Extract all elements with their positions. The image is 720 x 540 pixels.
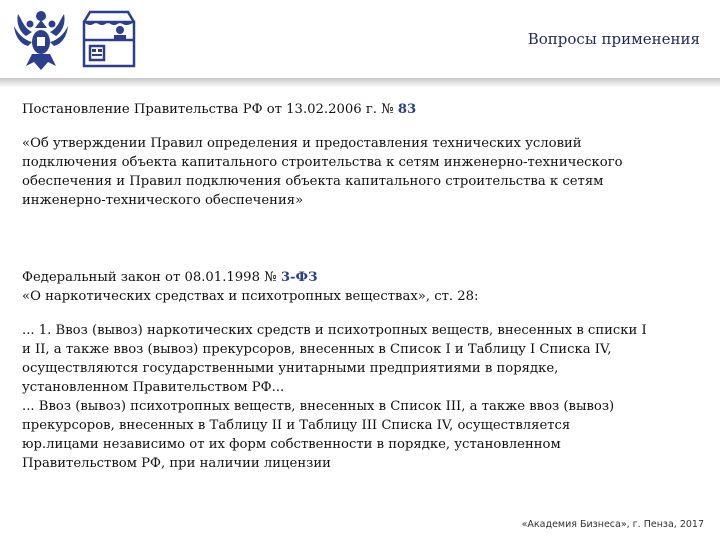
double-headed-eagle-icon [10,6,72,72]
decree-prefix: Постановление Правительства РФ от 13.02.2006 г. № [22,102,398,117]
header [0,0,720,78]
service-kiosk-icon [80,8,138,70]
law-excerpt-2: ... Ввоз (вывоз) психотропных веществ, внесенных в Список III, а также ввоз (вывоз) прекурсоров, внесенных в Таблицу II и Таблицу III Списка IV, осуществляется юр.лицами независимо от их форм собственности в порядке, установленном Правительством РФ, при наличии лицензии [22,399,615,471]
law-title: «О наркотических средствах и психотропных веществах», ст. 28: [22,289,479,304]
page-title: Вопросы применения [527,30,700,48]
law-prefix: Федеральный закон от 08.01.1998 № [22,270,281,285]
law-excerpt-1: ... 1. Ввоз (вывоз) наркотических средств и психотропных веществ, внесенных в списки I и II, а также ввоз (вывоз) прекурсоров, внесенных в Список I и Таблицу I Списка IV, осуществляются государственными унитарными предприятиями в порядке, установленном Правительством РФ... [22,323,647,395]
footer-credit: «Академия Бизнеса», г. Пенза, 2017 [521,519,704,530]
decree-block [22,100,698,210]
decree-reference [22,100,698,119]
law-number: 3-ФЗ [280,270,318,285]
header-divider [0,78,720,88]
law-reference [22,268,698,287]
law-block [22,268,698,473]
decree-title: «Об утверждении Правил определения и предоставления технических условий подключения объекта капитального строительства к сетям инженерно-технического обеспечения и Правил подключения объекта капитального строительства к сетям инженерно-технического обеспечения» [22,136,623,208]
decree-number: 83 [397,102,417,117]
